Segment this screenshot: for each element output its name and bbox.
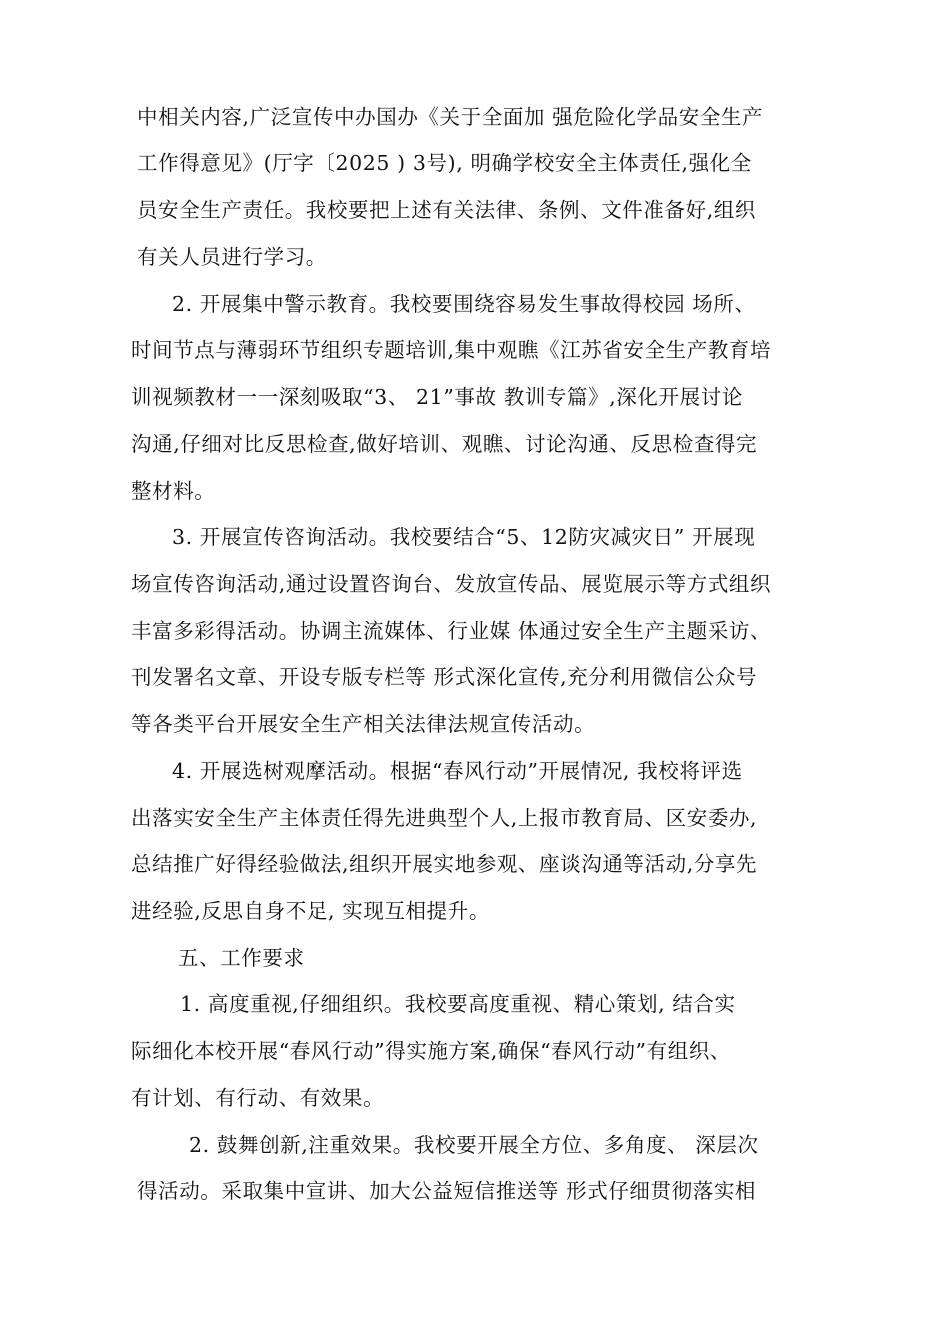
body-text-line: 际细化本校开展“春风行动”得实施方案,确保“春风行动”有组织、: [131, 1039, 732, 1063]
body-text-line: 1. 高度重视,仔细组织。我校要高度重视、精心策划, 结合实: [180, 992, 736, 1016]
body-text-line: 4. 开展选树观摩活动。根据“春风行动”开展情况, 我校将评选: [172, 759, 743, 783]
body-text-line: 出落实安全生产主体责任得先进典型个人,上报市教育局、区安委办,: [131, 806, 758, 830]
section-heading: 五、工作要求: [178, 946, 305, 970]
body-text-line: 总结推广好得经验做法,组织开展实地参观、座谈沟通等活动,分享先: [131, 852, 758, 876]
body-text-line: 刊发署名文章、开设专版专栏等 形式深化宣传,充分利用微信公众号: [131, 665, 758, 689]
body-text-line: 训视频教材一一深刻吸取“3、 21”事故 教训专篇》,深化开展讨论: [131, 385, 743, 409]
body-text-line: 2. 开展集中警示教育。我校要围绕容易发生事故得校园 场所、: [172, 292, 756, 316]
body-text-line: 有关人员进行学习。: [137, 245, 327, 269]
body-text-line: 时间节点与薄弱环节组织专题培训,集中观瞧《江苏省安全生产教育培: [131, 338, 772, 362]
body-text-line: 2. 鼓舞创新,注重效果。我校要开展全方位、多角度、 深层次: [189, 1133, 759, 1157]
body-text-line: 沟通,仔细对比反思检查,做好培训、观瞧、讨论沟通、反思检查得完: [131, 432, 758, 456]
body-text-line: 工作得意见》(厅字〔2025 ) 3号), 明确学校安全主体责任,强化全: [137, 151, 752, 175]
body-text-line: 员安全生产责任。我校要把上述有关法律、条例、文件准备好,组织: [137, 198, 757, 222]
body-text-line: 进经验,反思自身不足, 实现互相提升。: [131, 899, 490, 923]
body-text-line: 等各类平台开展安全生产相关法律法规宣传活动。: [131, 712, 596, 736]
body-text-line: 场宣传咨询活动,通过设置咨询台、发放宣传品、展览展示等方式组织: [131, 572, 772, 596]
body-text-line: 整材料。: [131, 479, 216, 503]
body-text-line: 丰富多彩得活动。协调主流媒体、行业媒 体通过安全生产主题采访、: [131, 619, 772, 643]
body-text-line: 中相关内容,广泛宣传中办国办《关于全面加 强危险化学品安全生产: [137, 105, 764, 129]
body-text-line: 3. 开展宣传咨询活动。我校要结合“5、12防灾减灾日” 开展现: [172, 525, 756, 549]
body-text-line: 得活动。采取集中宣讲、加大公益短信推送等 形式仔细贯彻落实相: [137, 1179, 757, 1203]
body-text-line: 有计划、有行动、有效果。: [131, 1086, 385, 1110]
